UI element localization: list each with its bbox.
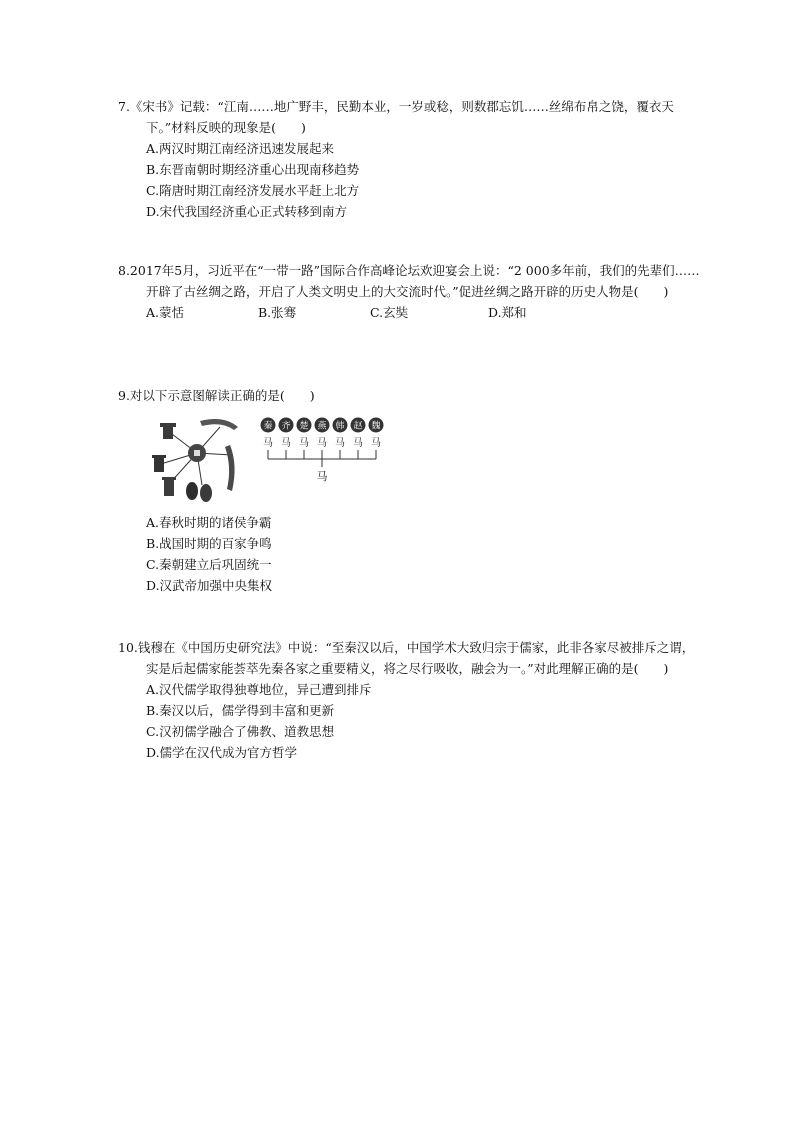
state-script-glyph: 马 <box>353 438 363 449</box>
state-name: 燕 <box>317 421 327 432</box>
state-script-glyph: 马 <box>281 438 291 449</box>
option-b: B.战国时期的百家争鸣 <box>146 536 272 551</box>
state-name: 齐 <box>281 421 291 432</box>
option-d: D.汉武帝加强中央集权 <box>146 578 273 593</box>
option-b: B.东晋南朝时期经济重心出现南移趋势 <box>146 162 360 177</box>
question-stem: 8.2017年5月，习近平在“一带一路”国际合作高峰论坛欢迎宴会上说：“2 000多年前，我们的先辈们……开辟了古丝绸之路，开启了人类文明史上的大交流时代。”促进丝绸之路开辟的历史人物是( ) <box>118 263 700 299</box>
option-c: C.隋唐时期江南经济发展水平赶上北方 <box>146 183 360 198</box>
script-unification-illustration <box>260 417 400 507</box>
question-10 <box>118 637 703 763</box>
question-stem: 10.钱穆在《中国历史研究法》中说：“至秦汉以后，中国学术大致归宗于儒家，此非各家尽被排斥之谓，实是后起儒家能荟萃先秦各家之重要精义，将之尽行吸收，融会为一。”对此理解正确的是( ) <box>118 640 695 676</box>
option-a: A.蒙恬 <box>146 305 185 320</box>
option-a: A.两汉时期江南经济迅速发展起来 <box>146 141 335 156</box>
state-name: 韩 <box>335 421 345 432</box>
state-name: 赵 <box>353 421 363 432</box>
state-script-glyph: 马 <box>317 438 327 449</box>
question-9-options <box>118 512 703 596</box>
question-stem: 7.《宋书》记载：“江南……地广野丰，民勤本业，一岁或稔，则数郡忘饥……丝绵布帛之饶，覆衣天下。”材料反映的现象是( ) <box>118 99 674 135</box>
option-d: D.宋代我国经济重心正式转移到南方 <box>146 204 348 219</box>
state-name: 魏 <box>371 421 381 432</box>
option-c: C.汉初儒学融合了佛教、道教思想 <box>146 724 335 739</box>
option-b: B.秦汉以后，儒学得到丰富和更新 <box>146 703 335 718</box>
option-a: A.春秋时期的诸侯争霸 <box>146 515 272 530</box>
state-script-glyph: 马 <box>299 438 309 449</box>
state-name: 楚 <box>299 421 309 432</box>
options-row <box>118 302 703 323</box>
question-9-figure <box>150 415 400 510</box>
question-9 <box>118 385 703 406</box>
question-8 <box>118 260 703 323</box>
option-c: C.秦朝建立后巩固统一 <box>146 557 272 572</box>
state-name: 秦 <box>263 421 273 432</box>
option-c: C.玄奘 <box>370 305 409 320</box>
option-b: B.张骞 <box>258 305 297 320</box>
state-script-glyph: 马 <box>335 438 345 449</box>
state-script-glyph: 马 <box>263 438 273 449</box>
question-stem: 9.对以下示意图解读正确的是( ) <box>118 388 315 403</box>
question-7 <box>118 96 703 222</box>
option-a: A.汉代儒学取得独尊地位，异己遭到排斥 <box>146 682 372 697</box>
option-d: D.郑和 <box>488 305 527 320</box>
unified-script-glyph: 马 <box>316 470 328 483</box>
state-script-glyph: 马 <box>371 438 381 449</box>
option-d: D.儒学在汉代成为官方哲学 <box>146 745 298 760</box>
coin-unification-illustration <box>150 415 245 510</box>
